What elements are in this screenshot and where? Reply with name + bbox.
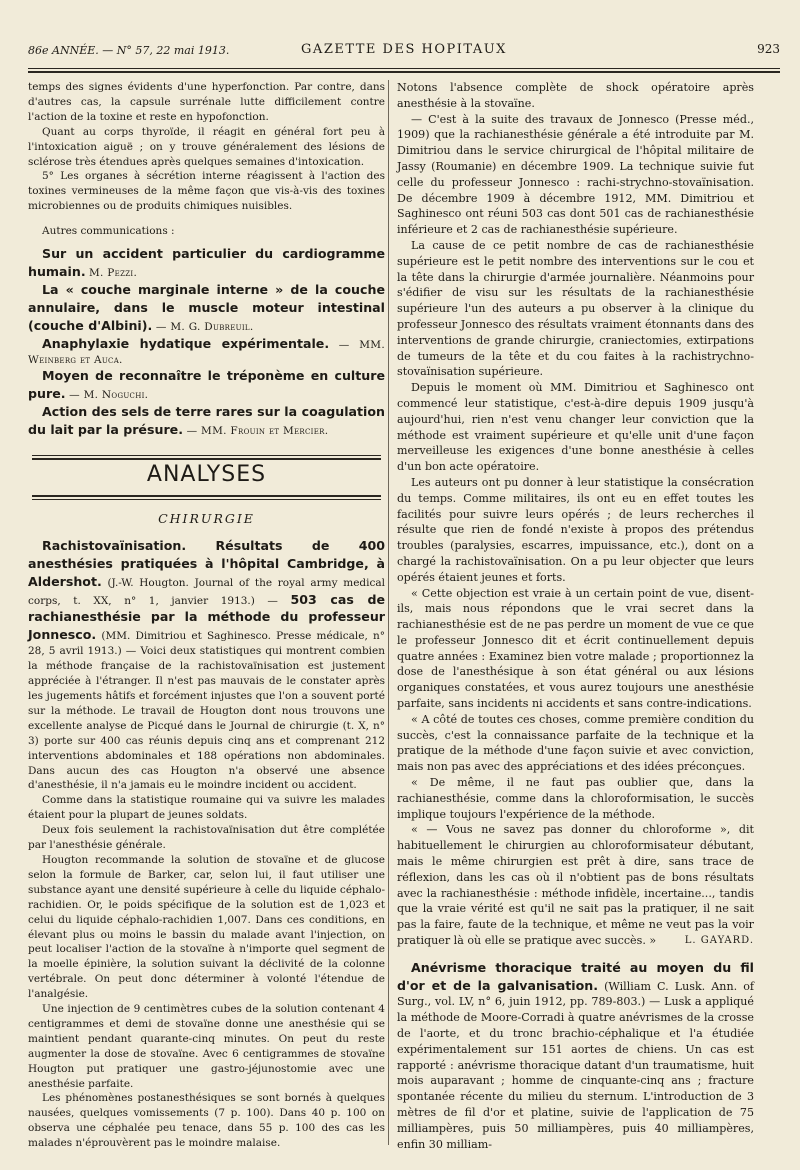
quotation: « De même, il ne faut pas oublier que, dans la rachianesthésie, comme dans la chloroformisation, le succès implique toujours l'expérience de la méthode. (397, 776, 754, 821)
paragraph: — C'est à la suite des travaux de Jonnesco (Presse méd., 1909) que la rachianesthésie générale a été introduite par M. Dimitriou dans le service chirurgical de l'hôpital militaire de Jassy (Roumanie) en décembre 1909. La technique suivie fut celle du professeur Jonnesco : rachi-strychno-stovaïnisation. De décembre 1909 à décembre 1912, MM. Dimitriou et Saghinesco ont réuni 503 cas dont 501 cas de rachianesthésie inférieure et 2 cas de rachianesthésie supérieure. (397, 112, 754, 237)
paragraph: Une injection de 9 centimètres cubes de la solution contenant 4 centigrammes et demi de stovaïne donne une anesthésie qui se maintient pendant quarante-cinq minutes. On peut du reste augmenter la dose de stovaïne. Avec 6 centigrammes de stovaïne Hougton put pratiquer une gastro-jéjunostomie avec une anesthésie parfaite. (28, 1003, 385, 1090)
communication-entry (28, 367, 385, 403)
quotation-text: « — Vous ne savez pas donner du chloroforme », dit habituellement le chirurgien au chloroformisateur débutant, mais le même chirurgien est prêt à dire, sans trace de réflexion, dans les cas où il n'obtient pas de bons résultats avec la rachianesthésie : méthode infidèle, incertaine..., tandis que la vraie vérité est qu'il ne sait pas la pratiquer, il ne sait pas la faire, faute de la technique, et même ne veut pas la voir pratiquer là où elle se pratique avec succès. » (397, 823, 754, 948)
paragraph: temps des signes évidents d'une hyperfonction. Par contre, dans d'autres cas, la capsule surrénale lutte difficilement contre l'action de la toxine et reste en hypofonction. (28, 81, 385, 123)
spacer (397, 949, 754, 959)
paragraph: Les phénomènes postanesthésiques se sont bornés à quelques nausées, quelques vomissements (7 p. 100). Dans 40 p. 100 on observa une céphalée peu tenace, dans 55 p. 100 des cas les malades n'éprouvèrent pas le moindre malaise. (28, 1092, 385, 1150)
banner-rule (32, 455, 381, 456)
spacer (28, 214, 385, 224)
analysis-entry (397, 959, 754, 1153)
analysis-entry (28, 537, 385, 794)
analysis-title: Anévrisme thoracique traité au moyen du fil d'or et de la galvanisation. (397, 959, 754, 993)
quotation: « A côté de toutes ces choses, comme première condition du succès, c'est la connaissance parfaite de la technique et la pratique de la méthode d'une façon suivie et avec conviction, mais non pas avec des appréciations et des idées préconçues. (397, 712, 754, 774)
banner-rule (32, 495, 381, 497)
paragraph: Hougton recommande la solution de stovaïne et de glucose selon la formule de Barker, car, selon lui, il faut utiliser une substance ayant une densité supérieure à celle du liquide céphalo-rachidien. Or, le poids spécifique de la solution est de 1,023 et celui du liquide céphalo-rachidien 1,007. Dans ces conditions, en élevant plus ou moins le bassin du malade avant l'injection, on peut localiser l'action de la stovaïne à n'importe quel segment de la moelle épinière, la solution suivant la déclivité de la colonne vertébrale. On peut donc déterminer à volonté l'étendue de l'analgésie. (28, 853, 385, 1001)
analysis-title: Rachistovaïnisation. Résultats de 400 anesthésies pratiquées à l'hôpital Cambridge, à Aldershot. (28, 537, 385, 589)
analysis-reference: (William C. Lusk. Ann. of Surg., vol. LV, n° 6, juin 1912, pp. 789-803.) — (397, 979, 754, 1009)
left-column (28, 80, 385, 1151)
right-column (397, 80, 754, 1152)
communication-author: — M. Noguchi. (65, 389, 149, 402)
paragraph: Notons l'absence complète de shock opératoire après anesthésie à la stovaïne. (397, 81, 754, 110)
communication-title: Sur un accident particulier du cardiogramme humain. (28, 246, 385, 279)
quotation (397, 822, 754, 948)
communication-title: Action des sels de terre rares sur la coagulation du lait par la présure. (28, 404, 385, 438)
subsection-heading: CHIRURGIE (158, 510, 255, 526)
communication-author: — M. G. Dubreuil. (152, 320, 254, 333)
column-divider (388, 80, 389, 1145)
quotation: « Cette objection est vraie à un certain point de vue, disent-ils, mais nous répondons que le vrai secret dans la rachianesthésie est de ne pas perdre un moment de vue ce que le professeur Jonnesco dit et écrit continuellement depuis quatre années : Examinez bien votre malade ; proportionnez la dose de l'anesthésique à son état général ou aux lésions organiques constatées, et vous aurez toujours une anesthésie parfaite, sans incidents ni accidents et sans contre-indications. (397, 586, 754, 711)
analyses-banner (28, 455, 385, 500)
analysis-reference: (MM. Dimitriou et Saghinesco. Presse médicale, n° 28, 5 avril 1913.) — (28, 630, 385, 658)
section-heading: ANALYSES (146, 462, 267, 488)
page-number: 923 (757, 42, 780, 56)
journal-title: GAZETTE DES HOPITAUX (301, 42, 507, 57)
issue-info: 86e ANNÉE. — N° 57, 22 mai 1913. (28, 44, 230, 57)
signature: L. GAYARD. (684, 935, 754, 947)
paragraph: Les auteurs ont pu donner à leur statistique la consécration du temps. Comme militaires, ils ont eu en effet toutes les facilités pour suivre leurs opérés ; de leurs recherches il résulte que rien de fondé n'existe à propos des prétendus troubles (paralysies, escarres, impuissance, etc.), dont on a chargé la rachistovaïnisation. On a pu leur objecter que leurs opérés étaient jeunes et forts. (397, 475, 754, 584)
communication-title: Moyen de reconnaître le tréponème en culture pure. (28, 368, 385, 402)
communication-title: La « couche marginale interne » de la couche annulaire, dans le muscle moteur intestinal (couche d'Albini). (28, 281, 385, 333)
communications-label: Autres communications : (42, 225, 175, 238)
analysis-reference: (J.-W. Hougton. Journal of the royal army medical corps, t. XX, n° 1, janvier 1913.) — (28, 576, 385, 607)
communication-entry (28, 281, 385, 335)
analysis-body: Voici deux statistiques qui montrent combien la méthode française de la rachistovaïnisation est justement appréciée à l'étranger. Il n'est pas mauvais de le constater après les jugements hâtifs et forcément injustes que l'on a souvent porté sur la méthode. Le travail de Hougton dont nous trouvons une excellente analyse de Picqué dans le Journal de chirurgie (t. X, n° 3) porte sur 400 cas réunis depuis cinq ans et comprenant 212 interventions abdominales et 188 opérations non abdominales. Dans aucun des cas Hougton n'a observé une absence d'anesthésie, il n'a jamais eu le moindre incident ou accident. (28, 645, 385, 792)
paragraph: Depuis le moment où MM. Dimitriou et Saghinesco ont commencé leur statistique, c'est-à-dire depuis 1909 jusqu'à aujourd'hui, rien n'est venu changer leur conviction que la méthode est vraiment supérieure et qu'elle unit d'une façon merveilleuse les exigences d'une bonne anesthésie à celles d'un bon acte opératoire. (397, 381, 754, 474)
communication-entry (28, 403, 385, 439)
communication-entry (28, 335, 385, 368)
communication-author: — MM. Weinberg et Auca. (28, 338, 385, 366)
communication-author: — MM. Frouin et Mercier. (182, 425, 329, 438)
paragraph: 5° Les organes à sécrétion interne réagissent à l'action des toxines vermineuses de la même façon que vis-à-vis des toxines microbiennes ou de produits chimiques nuisibles. (28, 170, 385, 213)
communication-entry (28, 245, 385, 281)
page-header (28, 40, 780, 64)
paragraph: Comme dans la statistique roumaine qui va suivre les malades étaient pour la plupart de jeunes soldats. (28, 794, 385, 822)
communication-author: M. Pezzi. (88, 266, 138, 279)
communication-title: Anaphylaxie hydatique expérimentale. (42, 335, 330, 351)
banner-rule (32, 499, 381, 500)
header-rule-thin (28, 68, 780, 69)
paragraph: La cause de ce petit nombre de cas de rachianesthésie supérieure est le petit nombre des interventions sur le cou et la tête dans la chirurgie d'armée journalière. Néanmoins pour s'édifier de visu sur les résultats de la rachianesthésie supérieure l'un des auteurs a pu observer à la clinique du professeur Jonnesco des résultats vraiment étonnants dans des interventions de grande chirurgie, craniectomies, extirpations de tumeurs de la tête et du cou faites à la rachistrychno-stovaïnisation supérieure. (397, 238, 754, 379)
paragraph: Deux fois seulement la rachistovaïnisation dut être complétée par l'anesthésie générale. (28, 824, 385, 852)
paragraph: Quant au corps thyroïde, il réagit en général fort peu à l'intoxication aiguë ; on y trouve généralement des lésions de sclérose très étendues après quelques semaines d'intoxication. (28, 125, 385, 168)
analysis-body: Lusk a appliqué la méthode de Moore-Corradi à quatre anévrismes de la crosse de l'aorte, et du tronc brachio-céphalique et l'a étudiée expérimentalement sur 151 aortes de chiens. Un cas est rapporté : anévrisme thoracique datant d'un traumatisme, huit mois auparavant ; homme de cinquante-cinq ans ; fracture spontanée récente du milieu du sternum. L'introduction de 3 mètres de fil d'or et platine, suivie de l'application de 75 milliampères, puis 50 milliampères, puis 40 milliampères, enfin 30 milliam- (397, 995, 754, 1151)
header-rule-thick (28, 71, 780, 73)
analysis-title: 503 cas de rachianesthésie par la méthode du professeur Jonnesco. (28, 591, 386, 643)
